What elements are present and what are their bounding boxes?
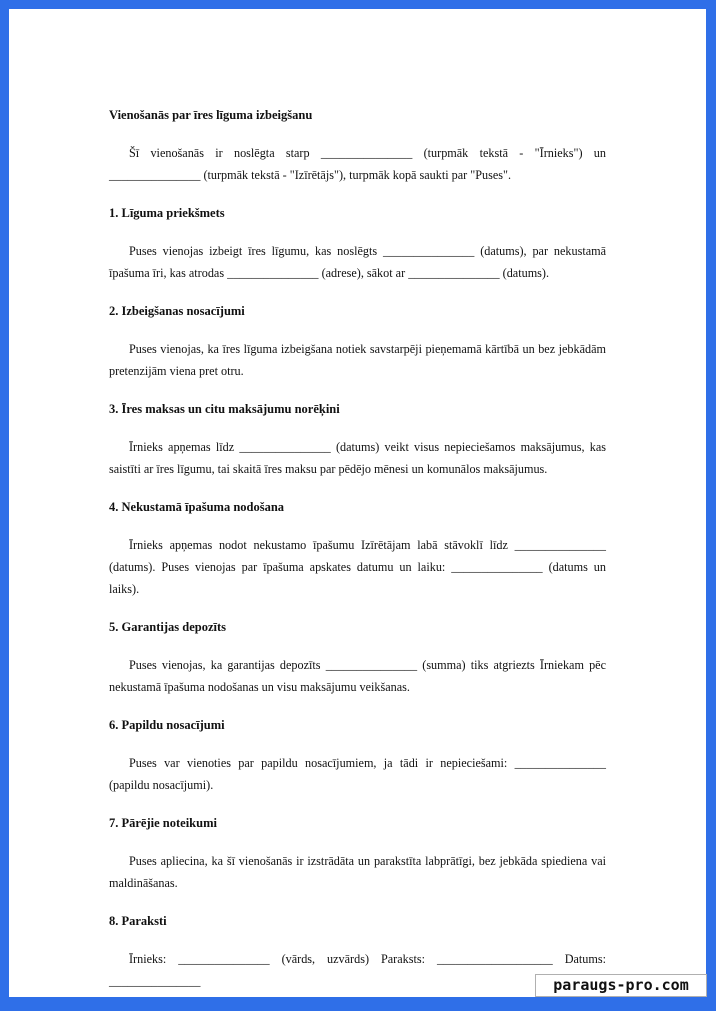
section-text-5: Puses vienojas, ka garantijas depozīts _______________ (summa) tiks atgriezts Īrniekam pēc nekustamā īpašuma nodošanas un visu maksājumu veikšanas.	[109, 658, 606, 694]
section-text-4: Īrnieks apņemas nodot nekustamo īpašumu Izīrētājam labā stāvoklī līdz _______________ (datums). Puses vienojas par īpašuma apskates datumu un laiku: _______________ (datums un laiks).	[109, 538, 606, 596]
section-heading-5: 5. Garantijas depozīts	[109, 620, 227, 634]
section-heading-2: 2. Izbeigšanas nosacījumi	[109, 304, 245, 318]
document-body	[109, 107, 606, 1011]
section-text-7: Puses apliecina, ka šī vienošanās ir izstrādāta un parakstīta labprātīgi, bez jebkāda spiediena vai maldināšanas.	[109, 854, 606, 890]
section-heading-6: 6. Papildu nosacījumi	[109, 718, 225, 732]
document-title: Vienošanās par īres līguma izbeigšanu	[109, 108, 313, 122]
watermark-label: paraugs-pro.com	[535, 974, 707, 997]
document-page	[9, 9, 706, 997]
section-text-1: Puses vienojas izbeigt īres līgumu, kas noslēgts _______________ (datums), par nekustamā īpašuma īri, kas atrodas _______________ (adrese), sākot ar _______________ (datums).	[109, 244, 606, 280]
section-heading-8: 8. Paraksti	[109, 914, 167, 928]
section-text-6: Puses var vienoties par papildu nosacījumiem, ja tādi ir nepieciešami: _______________ (papildu nosacījumi).	[109, 756, 606, 792]
section-heading-7: 7. Pārējie noteikumi	[109, 816, 217, 830]
section-heading-1: 1. Līguma priekšmets	[109, 206, 225, 220]
intro-paragraph: Šī vienošanās ir noslēgta starp _______________ (turpmāk tekstā - "Īrnieks") un _______________ (turpmāk tekstā - "Izīrētājs"), turpmāk kopā saukti par "Puses".	[109, 146, 606, 182]
section-heading-3: 3. Īres maksas un citu maksājumu norēķini	[109, 402, 340, 416]
signature-line: Īrnieks: _______________ (vārds, uzvārds) Paraksts: ___________________ Datums: _______________	[109, 952, 606, 988]
section-text-2: Puses vienojas, ka īres līguma izbeigšana notiek savstarpēji pieņemamā kārtībā un bez jebkādām pretenzijām viena pret otru.	[109, 342, 606, 378]
section-text-3: Īrnieks apņemas līdz _______________ (datums) veikt visus nepieciešamos maksājumus, kas saistīti ar īres līgumu, tai skaitā īres maksu par pēdējo mēnesi un komunālos maksājumus.	[109, 440, 606, 476]
section-heading-4: 4. Nekustamā īpašuma nodošana	[109, 500, 285, 514]
